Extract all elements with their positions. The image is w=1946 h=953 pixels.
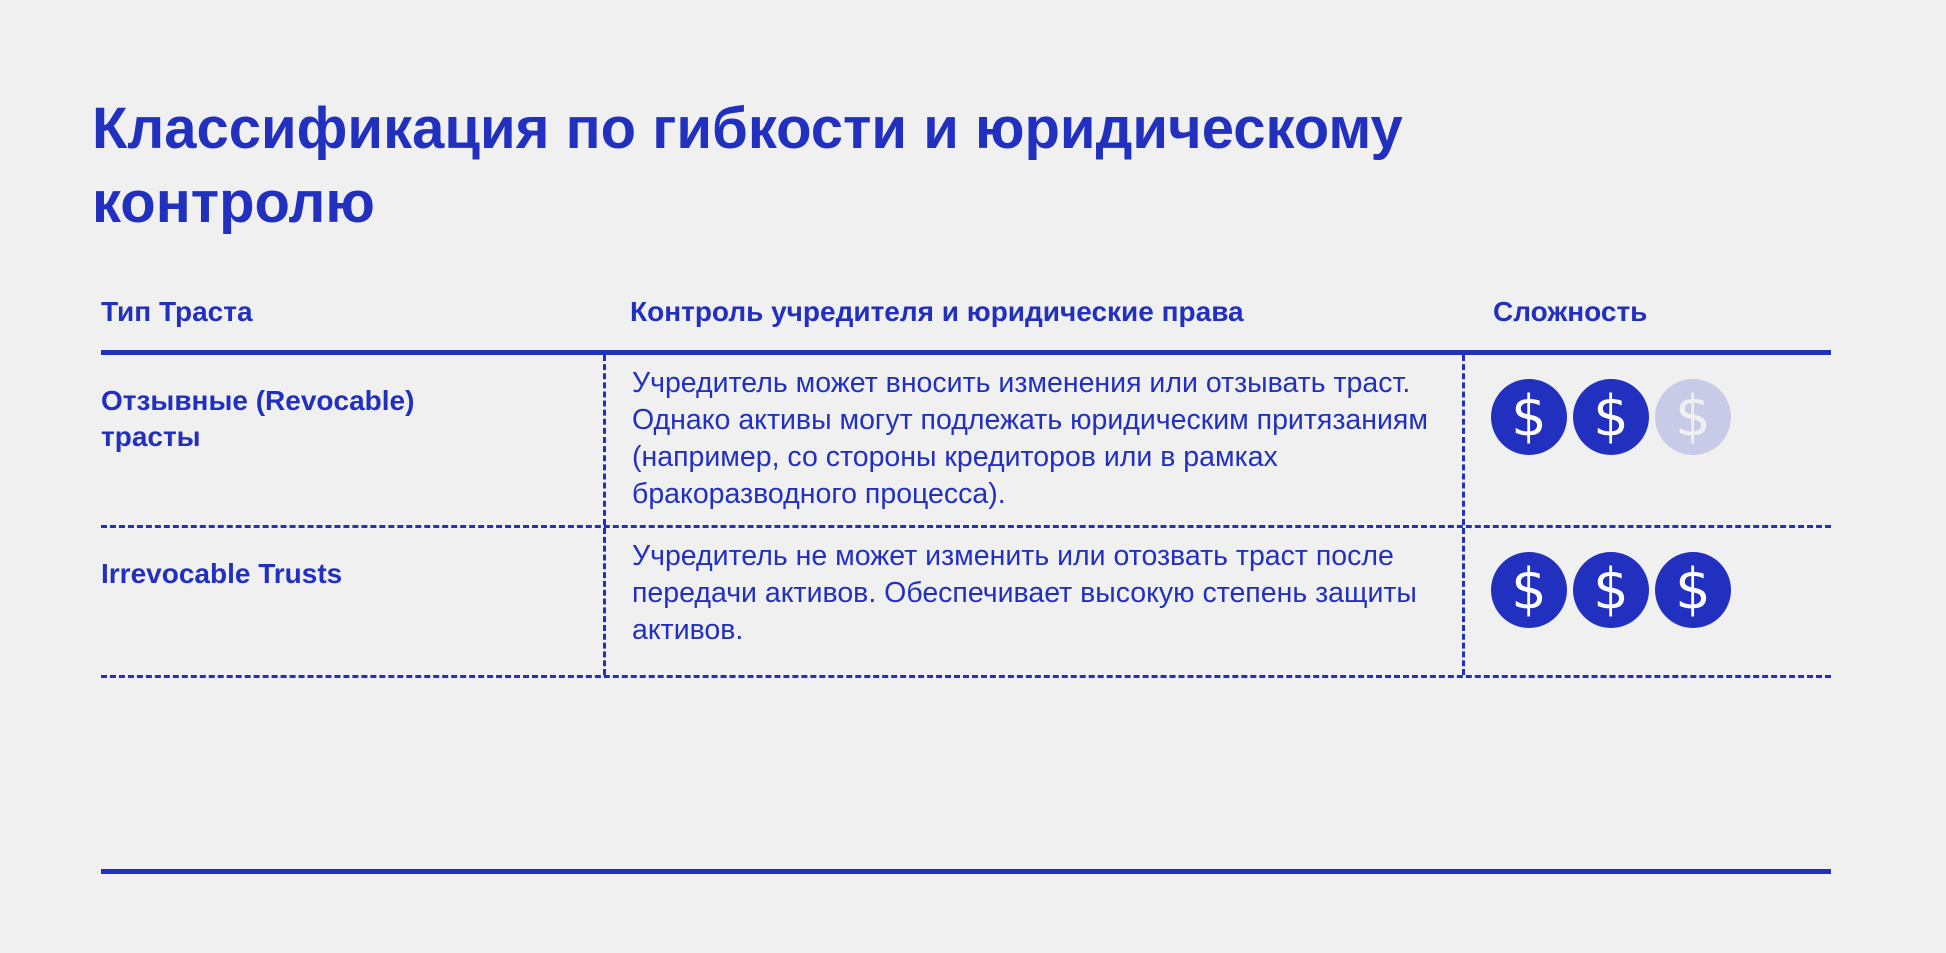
complexity-rating	[1465, 355, 1831, 525]
control-description-cell: Учредитель не может изменить или отозвать траст после передачи активов. Обеспечивает высокую степень защиты активов.	[603, 528, 1465, 675]
complexity-rating	[1465, 528, 1831, 675]
dollar-coin-icon: $	[1655, 379, 1731, 455]
table-row	[101, 355, 1831, 528]
table-row	[101, 528, 1831, 678]
dollar-coin-icon: $	[1573, 552, 1649, 628]
footer-divider	[101, 869, 1831, 874]
control-description-cell: Учредитель может вносить изменения или отзывать траст. Однако активы могут подлежать юридическим притязаниям (например, со стороны кредиторов или в рамках бракоразводного процесса).	[603, 355, 1465, 525]
trust-type-cell	[101, 355, 603, 525]
table-header	[101, 288, 1831, 355]
header-type: Тип Траста	[101, 296, 253, 327]
dollar-coin-icon: $	[1491, 379, 1567, 455]
trust-type-label: Irrevocable Trusts	[101, 558, 343, 589]
page-title: Классификация по гибкости и юридическому контролю	[92, 96, 1403, 235]
trust-type-label: Отзывные (Revocable) трасты	[101, 385, 415, 452]
trust-type-cell	[101, 528, 603, 675]
header-complexity: Сложность	[1493, 296, 1648, 327]
dollar-coin-icon: $	[1573, 379, 1649, 455]
trust-classification-table	[101, 288, 1831, 678]
dollar-coin-icon: $	[1655, 552, 1731, 628]
dollar-coin-icon: $	[1491, 552, 1567, 628]
header-control: Контроль учредителя и юридические права	[630, 296, 1244, 327]
